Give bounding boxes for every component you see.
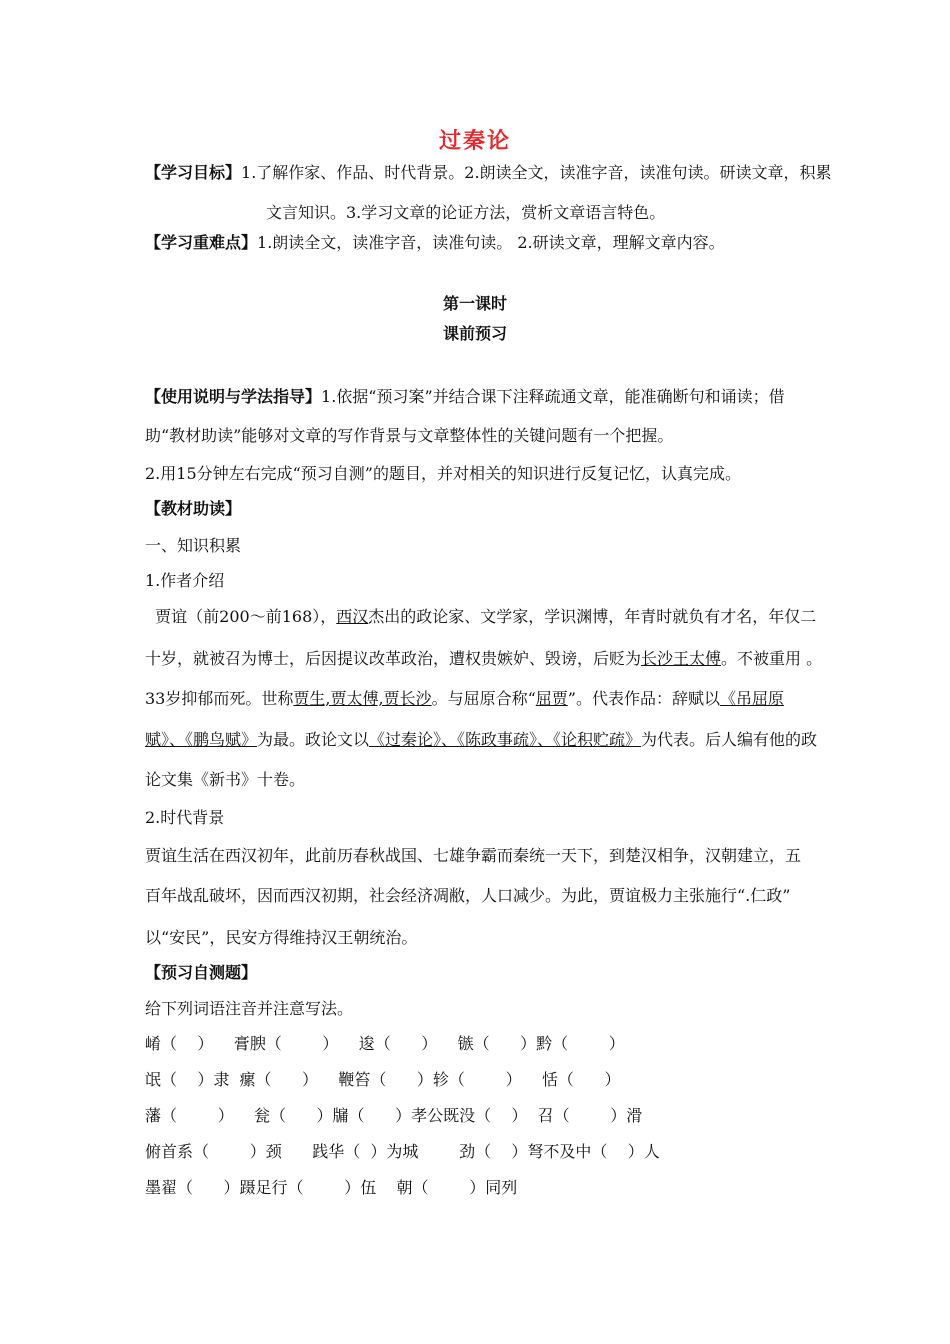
author-text: 。不被重用 。: [721, 649, 823, 668]
key-points: [145, 233, 725, 253]
author-line2: [145, 649, 822, 669]
lesson-heading: 第一课时: [442, 294, 507, 313]
phonetic-row: 崤（ ） 膏腴（ ） 逡（ ） 镞（ ）黔（ ）: [145, 1034, 625, 1053]
selftest-instruction: 给下列词语注音并注意写法。: [145, 999, 354, 1018]
background-heading: 2.时代背景: [145, 808, 225, 827]
author-text: 赋》、《鹏鸟赋》: [145, 730, 258, 749]
guide-line1: [145, 387, 785, 407]
author-text: 为代表。后人编有他的政: [641, 730, 818, 749]
author-text: 西汉: [336, 607, 369, 626]
preview-heading: 课前预习: [442, 324, 507, 343]
author-line1: [145, 607, 816, 627]
author-text: 《吊屈原: [719, 689, 784, 708]
page-title: 过秦论: [438, 129, 511, 154]
author-text: 33岁抑郁而死。世称: [145, 689, 294, 708]
author-text: 屈贾: [535, 689, 568, 708]
key-points-label: 【学习重难点】: [145, 233, 258, 252]
author-text: 贾谊（前200～前168），: [145, 607, 337, 626]
goals-label: 【学习目标】: [145, 163, 242, 182]
author-text: 为最。政论文以: [257, 730, 370, 749]
author-text: 长沙王太傅: [641, 649, 722, 668]
author-text: 。与屈原合称“: [431, 689, 536, 708]
author-line5: 论文集《新书》十卷。: [145, 770, 306, 789]
background-line1: 贾谊生活在西汉初年，此前历春秋战国、七雄争霸而秦统一天下，到楚汉相争，汉朝建立，五: [145, 846, 802, 865]
phonetic-row: 俯首系（ ）颈 践华（ ）为城 劲（ ）弩不及中（ ）人: [145, 1142, 660, 1161]
guide-label: 【使用说明与学法指导】: [145, 387, 322, 406]
background-line3: 以“安民”，民安方得维持汉王朝统治。: [145, 928, 418, 947]
selftest-label: 【预习自测题】: [145, 963, 258, 982]
guide-text1: 1.依据“预习案”并结合课下注释疏通文章，能准确断句和诵读；借: [321, 387, 785, 406]
author-heading: 1.作者介绍: [145, 571, 225, 590]
background-line2: 百年战乱破坏，因而西汉初期，社会经济凋敝，人口减少。为此，贾谊极力主张施行“.仁政”: [145, 886, 791, 905]
aid-label: 【教材助读】: [145, 499, 242, 518]
phonetic-row: 墨翟（ ）蹑足行（ ）伍 朝（ ）同列: [145, 1178, 518, 1197]
goals-line2: 文言知识。3.学习文章的论证方法，赏析文章语言特色。: [266, 203, 666, 222]
key-points-text: 1.朗读全文，读准字音，读准句读。 2.研读文章，理解文章内容。: [257, 233, 725, 252]
phonetic-row: 氓（ ）隶 瘰（ ） 鞭笞（ ）轸（ ） 恬（ ）: [145, 1070, 621, 1089]
author-text: 十岁，就被召为博士，后因提议改革政治，遭权贵嫉妒、毁谤，后贬为: [145, 649, 642, 668]
author-text: 《过秦论》、《陈政事疏》、《论积贮疏》: [369, 730, 642, 749]
phonetic-row: 藩（ ） 瓮（ ）牖（ ）孝公既没（ ） 召（ ）滑: [145, 1106, 643, 1125]
guide-line2: 助“教材助读”能够对文章的写作背景与文章整体性的关键问题有一个把握。: [145, 426, 674, 445]
author-line4: [145, 730, 817, 750]
learning-goals: [145, 163, 832, 183]
guide-line3: 2.用15分钟左右完成“预习自测”的题目，并对相关的知识进行反复记忆，认真完成。: [145, 464, 741, 483]
author-text: ”。代表作品：辞赋以: [567, 689, 720, 708]
author-line3: [145, 689, 784, 709]
knowledge-heading: 一、知识积累: [145, 536, 242, 555]
author-text: 杰出的政论家、文学家，学识渊博，年青时就负有才名，年仅二: [368, 607, 817, 626]
author-text: 贾生,贾太傅,贾长沙: [293, 689, 432, 708]
goals-line1: 1.了解作家、作品、时代背景。2.朗读全文，读准字音，读准句读。研读文章，积累: [241, 163, 832, 182]
